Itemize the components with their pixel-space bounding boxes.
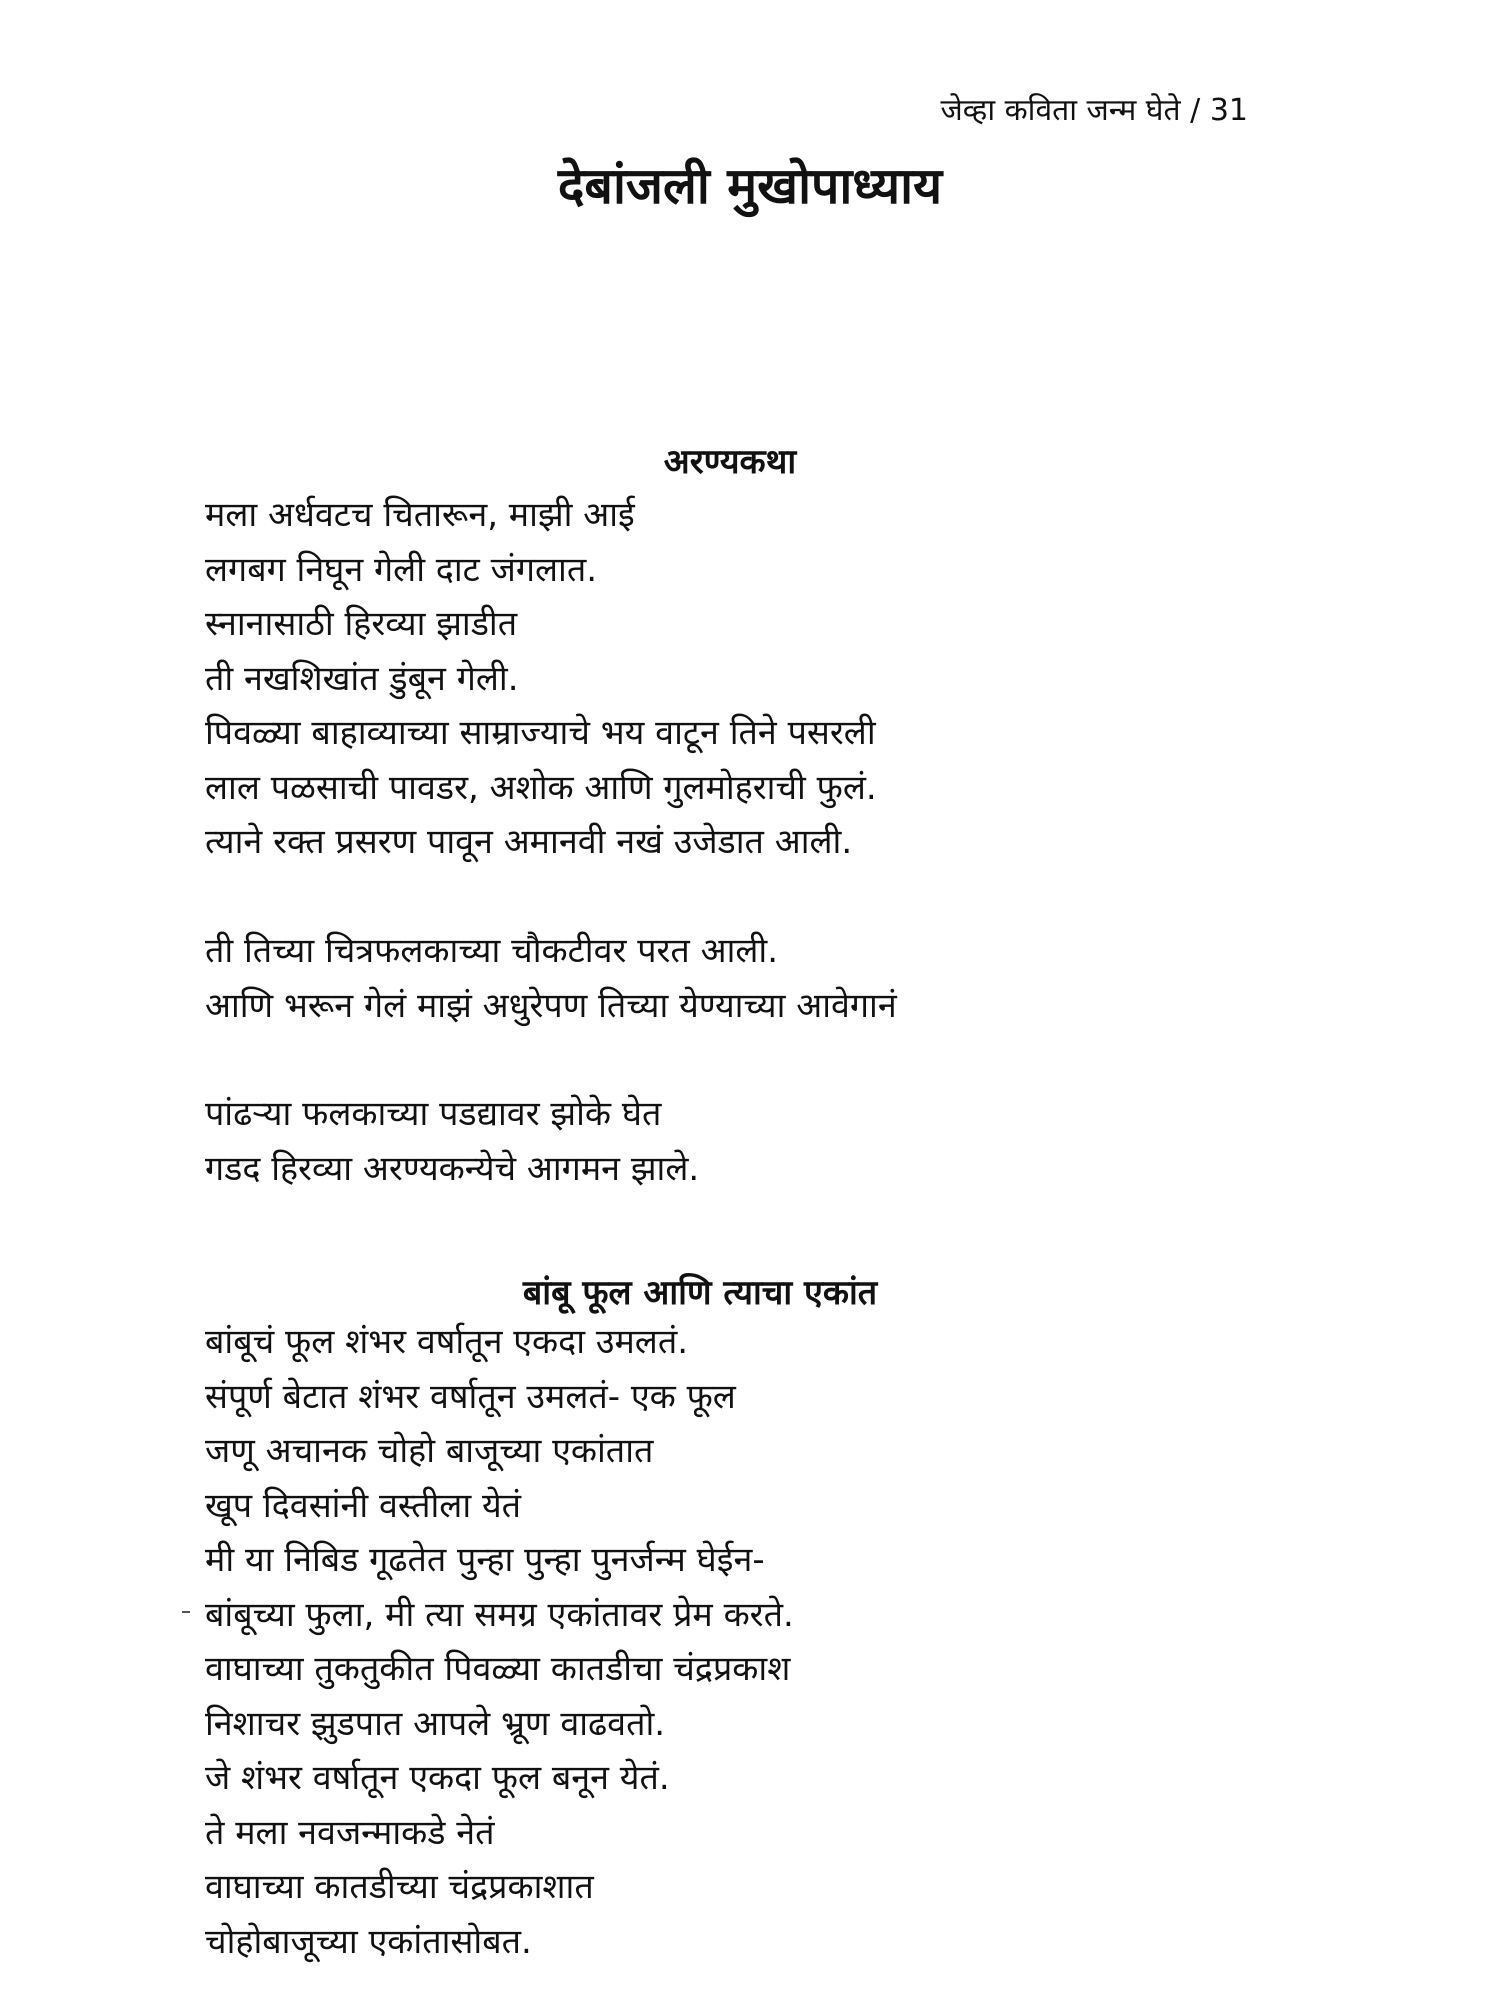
running-header: जेव्हा कविता जन्म घेते / 31 [940,93,1248,128]
poem-1-stanza-2 [205,924,1355,1033]
poem-line: संपूर्ण बेटात शंभर वर्षातून उमलतं- एक फूल [205,1376,736,1417]
poem-title-aranyakatha: अरण्यकथा [663,442,797,482]
poem-line: खूप दिवसांनी वस्तीला येतं [205,1485,522,1526]
poem-title-bamboo-phool: बांबू फूल आणि त्याचा एकांत [522,1273,878,1313]
poem-line: बांबूचं फूल शंभर वर्षातून एकदा उमलतं. [205,1322,689,1362]
poem-1-stanza-3 [205,1087,1355,1196]
poem-line: मी या निबिड गूढतेत पुन्हा पुन्हा पुनर्जन्म घेईन- [205,1540,765,1580]
poem-line: पांढऱ्या फलकाच्या पडद्यावर झोके घेत [205,1094,662,1134]
poem-line: ते मला नवजन्माकडे नेतं [205,1812,495,1853]
poem-line: चोहोबाजूच्या एकांतासोबत. [205,1921,532,1962]
poem-line: बांबूच्या फुला, मी त्या समग्र एकांतावर प्रेम करते. [205,1594,794,1635]
poem-2-stanza-1 [205,1315,1355,1969]
poem-line: ती नखशिखांत डुंबून गेली. [205,658,519,699]
poem-line: गडद हिरव्या अरण्यकन्येचे आगमन झाले. [205,1148,700,1189]
stray-mark [182,1611,190,1613]
poem-line: पिवळ्या बाहाव्याच्या साम्राज्याचे भय वाटून तिने पसरली [205,713,876,753]
poem-line: जणू अचानक चोहो बाजूच्या एकांतात [205,1431,654,1471]
poem-line: लाल पळसाची पावडर, अशोक आणि गुलमोहराची फुलं. [205,767,877,808]
poem-line: मला अर्धवटच चितारून, माझी आई [205,495,635,535]
author-name: देबांजली मुखोपाध्याय [557,157,943,215]
poem-line: वाघाच्या कातडीच्या चंद्रप्रकाशात [205,1867,594,1907]
poem-line: जे शंभर वर्षातून एकदा फूल बनून येतं. [205,1758,670,1798]
poem-line: वाघाच्या तुकतुकीत पिवळ्या कातडीचा चंद्रप्रकाश [205,1649,791,1689]
poem-line: स्नानासाठी हिरव्या झाडीत [205,604,518,644]
poem-line: त्याने रक्त प्रसरण पावून अमानवी नखं उजेडात आली. [205,822,853,862]
poem-1-stanza-1 [205,488,1355,870]
poem-line: लगबग निघून गेली दाट जंगलात. [205,549,598,590]
poem-line: आणि भरून गेलं माझं अधुरेपण तिच्या येण्याच्या आवेगानं [205,985,897,1026]
poem-line: निशाचर झुडपात आपले भ्रूण वाढवतो. [205,1703,666,1744]
poem-line: ती तिच्या चित्रफलकाच्या चौकटीवर परत आली. [205,931,779,971]
